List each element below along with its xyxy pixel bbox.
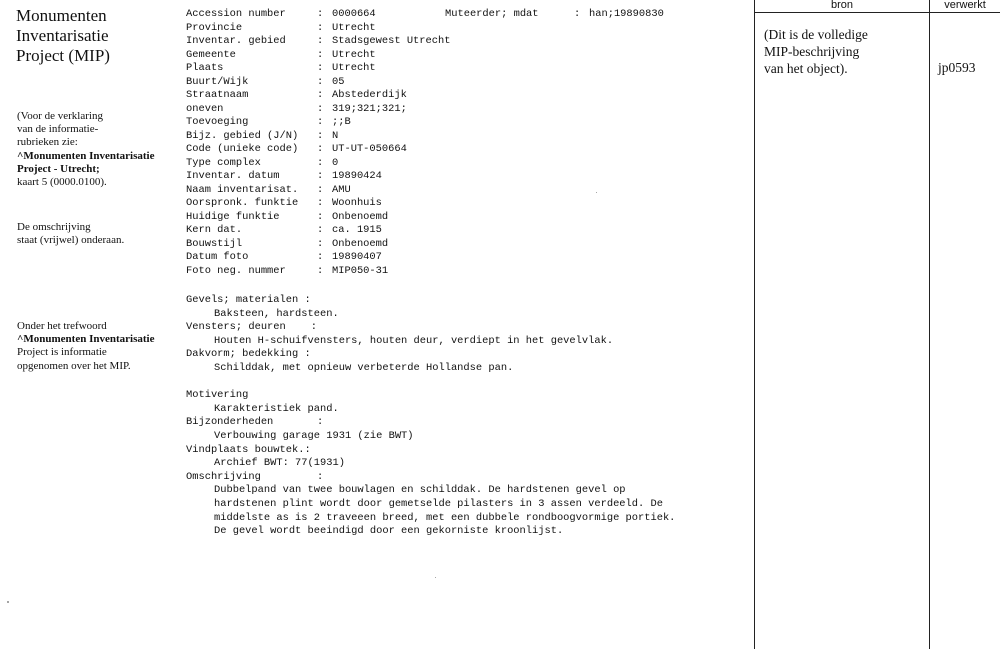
vindplaats-text: Archief BWT: 77(1931) [214,457,345,470]
header-verwerkt: verwerkt [944,0,986,11]
note-keyword [17,320,154,373]
field-label: Inventar. datum [186,170,280,182]
field-value: Abstederdijk [332,89,407,101]
scan-speck [435,577,436,578]
field-colon: : [317,129,324,142]
field-label: Accession number [186,8,286,20]
motivering-text: Karakteristiek pand. [214,402,339,415]
field-label: Straatnaam [186,89,249,101]
note-line: staat (vrijwel) onderaan. [17,234,125,247]
field-value: N [332,129,339,142]
field-label: Buurt/Wijk [186,75,249,88]
field-value: 319;321;321; [332,102,407,115]
field-value: ;;B [332,116,351,128]
dakvorm-label: Dakvorm; bedekking : [186,348,311,361]
field-value: UT-UT-050664 [332,143,407,155]
field-value: Onbenoemd [332,210,389,223]
note-description-location [17,221,124,247]
title-line: Inventarisatie [16,26,109,45]
vensters-text: Houten H-schuifvensters, houten deur, verdiept in het gevelvlak. [214,334,614,347]
bijzonderheden-label: Bijzonderheden : [186,416,324,429]
field-value: AMU [332,183,351,196]
motivering-label: Motivering [186,389,249,402]
bron-line: (Dit is de volledige [764,27,868,42]
field-colon: : [317,251,324,263]
field-label: Plaats [186,62,224,74]
field-colon: : [317,89,324,101]
field-label: Toevoeging [186,116,249,128]
field-value: 05 [332,75,345,88]
vindplaats-label: Vindplaats bouwtek.: [186,443,311,456]
omschrijving-line: middelste as is 2 traveeen breed, met een dubbele rondboogvormige portiek. [214,511,676,524]
note-line: Onder het trefwoord [17,320,107,332]
field-colon: : [317,35,324,47]
field-label: Foto neg. nummer [186,264,286,277]
description-blocks [186,294,675,539]
field-colon: : [317,143,324,155]
field-value: ca. 1915 [332,224,382,236]
field-label: Kern dat. [186,224,243,236]
omschrijving-line: Dubbelpand van twee bouwlagen en schilddak. De hardstenen gevel op [214,484,626,497]
field-value: Utrecht [332,21,376,34]
field-colon: : [317,170,324,182]
field-colon: : [317,264,324,277]
field-colon: : [317,156,324,169]
note-line: van de informatie- [17,123,99,136]
field-label: Gemeente [186,48,236,61]
table-header-rule [754,12,1000,13]
field-label: Oorspronk. funktie [186,197,299,209]
field-label: Bijz. gebied (J/N) [186,129,299,142]
bron-cell [764,26,868,77]
title-line: Project (MIP) [16,46,110,65]
bron-line: van het object). [764,61,848,76]
note-line: rubrieken zie: [17,136,78,149]
field-value: Stadsgewest Utrecht [332,35,451,47]
scan-speck [7,601,9,603]
spacer [186,376,675,390]
field-colon: : [317,8,324,20]
title-line: Monumenten [16,6,107,25]
field-colon: : [317,62,324,74]
field-label: Datum foto [186,251,249,263]
gevels-text: Baksteen, hardsteen. [214,307,339,320]
field-colon: : [317,75,324,88]
field-colon: : [317,102,324,115]
verwerkt-cell: jp0593 [938,60,976,75]
field-colon: : [317,197,324,209]
field-label: Huidige funktie [186,210,280,223]
bijzonderheden-text: Verbouwing garage 1931 (zie BWT) [214,429,414,442]
field-label: Inventar. gebied [186,35,286,47]
note-line: Project is informatie [17,346,107,359]
mutator-label: Muteerder; mdat [445,8,539,20]
document-title [16,6,110,66]
note-explanation [17,110,154,189]
field-colon: : [317,21,324,34]
field-colon: : [317,48,324,61]
scan-speck [596,192,597,193]
field-colon: : [317,237,324,250]
note-line: De omschrijving [17,221,91,233]
field-value: 0000664 [332,8,376,20]
field-value: Onbenoemd [332,237,389,250]
note-line: kaart 5 (0000.0100). [17,176,107,189]
table-divider [754,0,755,649]
field-label: Provincie [186,21,243,34]
note-line: Project - Utrecht; [17,162,100,175]
note-line: opgenomen over het MIP. [17,359,131,372]
header-bron: bron [830,0,854,11]
field-colon: : [317,183,324,196]
field-label: oneven [186,102,224,115]
field-colon: : [317,224,324,236]
omschrijving-line: De gevel wordt beeindigd door een gekorniste kroonlijst. [214,525,564,538]
note-line: ^Monumenten Inventarisatie [17,333,155,346]
field-label: Bouwstijl [186,237,243,250]
field-value: 0 [332,156,339,169]
field-value: 19890424 [332,170,382,182]
field-label: Naam inventarisat. [186,183,299,196]
gevels-label: Gevels; materialen : [186,294,311,306]
mutator-value: han;19890830 [589,8,664,20]
field-value: Woonhuis [332,197,382,209]
field-colon: : [317,210,324,223]
field-colon: : [317,116,324,128]
dakvorm-text: Schilddak, met opnieuw verbeterde Hollandse pan. [214,361,514,374]
field-label: Type complex [186,156,261,169]
field-value: Utrecht [332,48,376,61]
note-line: (Voor de verklaring [17,110,103,122]
table-divider [929,0,930,649]
omschrijving-label: Omschrijving : [186,470,324,483]
field-value: 19890407 [332,251,382,263]
note-line: ^Monumenten Inventarisatie [17,149,155,162]
omschrijving-line: hardstenen plint wordt door gemetselde pilasters in 3 assen verdeeld. De [214,497,663,510]
vensters-label: Vensters; deuren : [186,321,317,334]
field-colon: : [574,8,581,20]
field-value: Utrecht [332,62,376,74]
field-label: Code (unieke code) [186,143,299,155]
bron-line: MIP-beschrijving [764,44,860,59]
field-value: MIP050-31 [332,264,389,277]
